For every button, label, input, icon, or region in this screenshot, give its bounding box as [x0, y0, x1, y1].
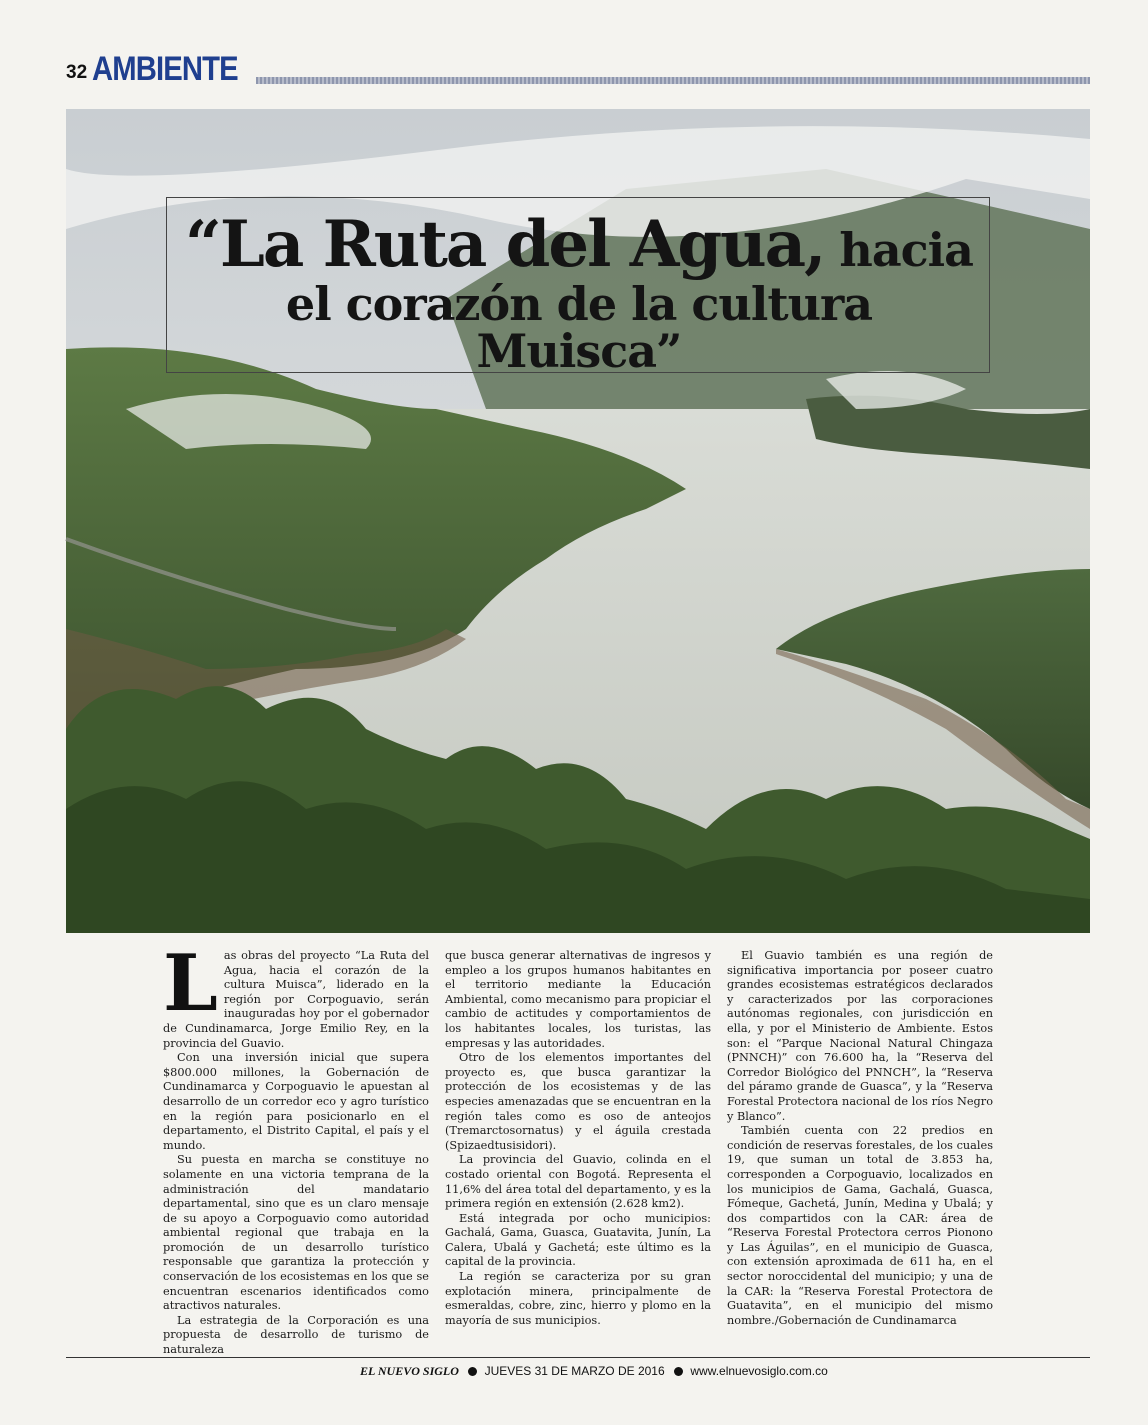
page-footer	[66, 1354, 1090, 1384]
paragraph: Está integrada por ocho municipios: Gachalá, Gama, Guasca, Guatavita, Junín, La Calera, Ubalá y Gachetá; este último es la capital de la provincia.	[445, 1211, 711, 1269]
publication-name: EL NUEVO SIGLO	[360, 1364, 459, 1378]
publication-date: JUEVES 31 DE MARZO DE 2016	[484, 1364, 665, 1378]
drop-cap: L	[163, 938, 218, 1029]
section-rule	[256, 77, 1090, 84]
paragraph: Su puesta en marcha se constituye no solamente en una victoria temprana de la administración del mandatario departamental, sino que es un claro mensaje de su apoyo a Corpoguavio como autoridad ambiental regional que trabaja en la promoción de un desarrollo turístico responsable que garantiza la protección y conservación de los ecosistemas en los que se encuentran escenarios identificados como atractivos naturales.	[163, 1153, 429, 1313]
article-body	[163, 938, 994, 1357]
article-column-3	[727, 949, 993, 1349]
headline	[179, 207, 979, 379]
headline-line1: “La Ruta del Agua,	[185, 207, 825, 282]
website-link[interactable]: www.elnuevosiglo.com.co	[690, 1364, 828, 1378]
footer-rule	[66, 1357, 1090, 1358]
paragraph: El Guavio también es una región de significativa importancia por poseer cuatro grandes ecosistemas estratégicos declarados y caracterizados por las corporaciones autónomas regionales, con jurisdicción en ella, y por el Ministerio de Ambiente. Estos son: el “Parque Nacional Natural Chingaza (PNNCH)” con 76.600 ha, la “Reserva del Corredor Biológico del PNNCH”, la “Reserva del páramo grande de Guasca”, y la “Reserva Forestal Protectora nacional de los ríos Negro y Blanco”.	[727, 949, 993, 1123]
section-title: AMBIENTE	[92, 50, 238, 88]
headline-frame	[166, 197, 990, 379]
article-column-1	[163, 938, 429, 1357]
paragraph: Otro de los elementos importantes del proyecto es, que busca garantizar la protección de los ecosistemas y de las especies amenazadas que se encuentran en la región tales como es oso de anteojos (Tremarctosornatus) y el águila crestada (Spizaedtusisidori).	[445, 1051, 711, 1152]
paragraph: La región se caracteriza por su gran explotación minera, principalmente de esmeraldas, cobre, zinc, hierro y plomo en la mayoría de sus municipios.	[445, 1270, 711, 1327]
headline-line1-tail: hacia	[824, 223, 973, 277]
page-number: 32	[66, 62, 88, 83]
bullet-icon	[468, 1367, 477, 1376]
paragraph: as obras del proyecto “La Ruta del Agua, hacia el corazón de la cultura Muisca”, liderado en la región por Corpoguavio, serán inauguradas hoy por el gobernador de Cundinamarca, Jorge Emilio Rey, en la provincia del Guavio.	[163, 949, 429, 1050]
footer-info	[360, 1364, 828, 1379]
paragraph: La estrategia de la Corporación es una propuesta de desarrollo de turismo de naturaleza	[163, 1313, 429, 1357]
reservoir-photo	[66, 109, 1090, 933]
paragraph: La provincia del Guavio, colinda en el costado oriental con Bogotá. Representa el 11,6% del área total del departamento, y es la primera región en extensión (2.628 km2).	[445, 1153, 711, 1211]
paragraph: Con una inversión inicial que supera $800.000 millones, la Gobernación de Cundinamarca y Corpoguavio le apuestan al desarrollo de un corredor eco y agro turístico en la región para posicionarlo en el departamento, el Distrito Capital, el país y el mundo.	[163, 1051, 429, 1152]
bullet-icon	[674, 1367, 683, 1376]
paragraph: que busca generar alternativas de ingresos y empleo a los grupos humanos habitantes en el territorio mediante la Educación Ambiental, como mecanismo para propiciar el cambio de actitudes y comportamientos de los habitantes locales, los turistas, las empresas y las autoridades.	[445, 949, 711, 1050]
article-column-2	[445, 949, 711, 1349]
page-header	[66, 50, 1090, 90]
headline-line2: el corazón de la cultura Muisca”	[285, 277, 873, 379]
paragraph: También cuenta con 22 predios en condición de reservas forestales, de los cuales 19, que suman un total de 3.853 ha, corresponden a Corpoguavio, localizados en los municipios de Gama, Gachalá, Guasca, Fómeque, Gachetá, Junín, Medina y Ubalá; y dos compartidos con la CAR: área de “Reserva Forestal Protectora cerros Pionono y Las Águilas”, en el municipio de Guasca, con extensión aproximada de 611 ha, en el sector noroccidental del municipio; y una de la CAR: la “Reserva Forestal Protectora de Guatavita”, en el municipio del mismo nombre./Gobernación de Cundinamarca	[727, 1124, 994, 1327]
